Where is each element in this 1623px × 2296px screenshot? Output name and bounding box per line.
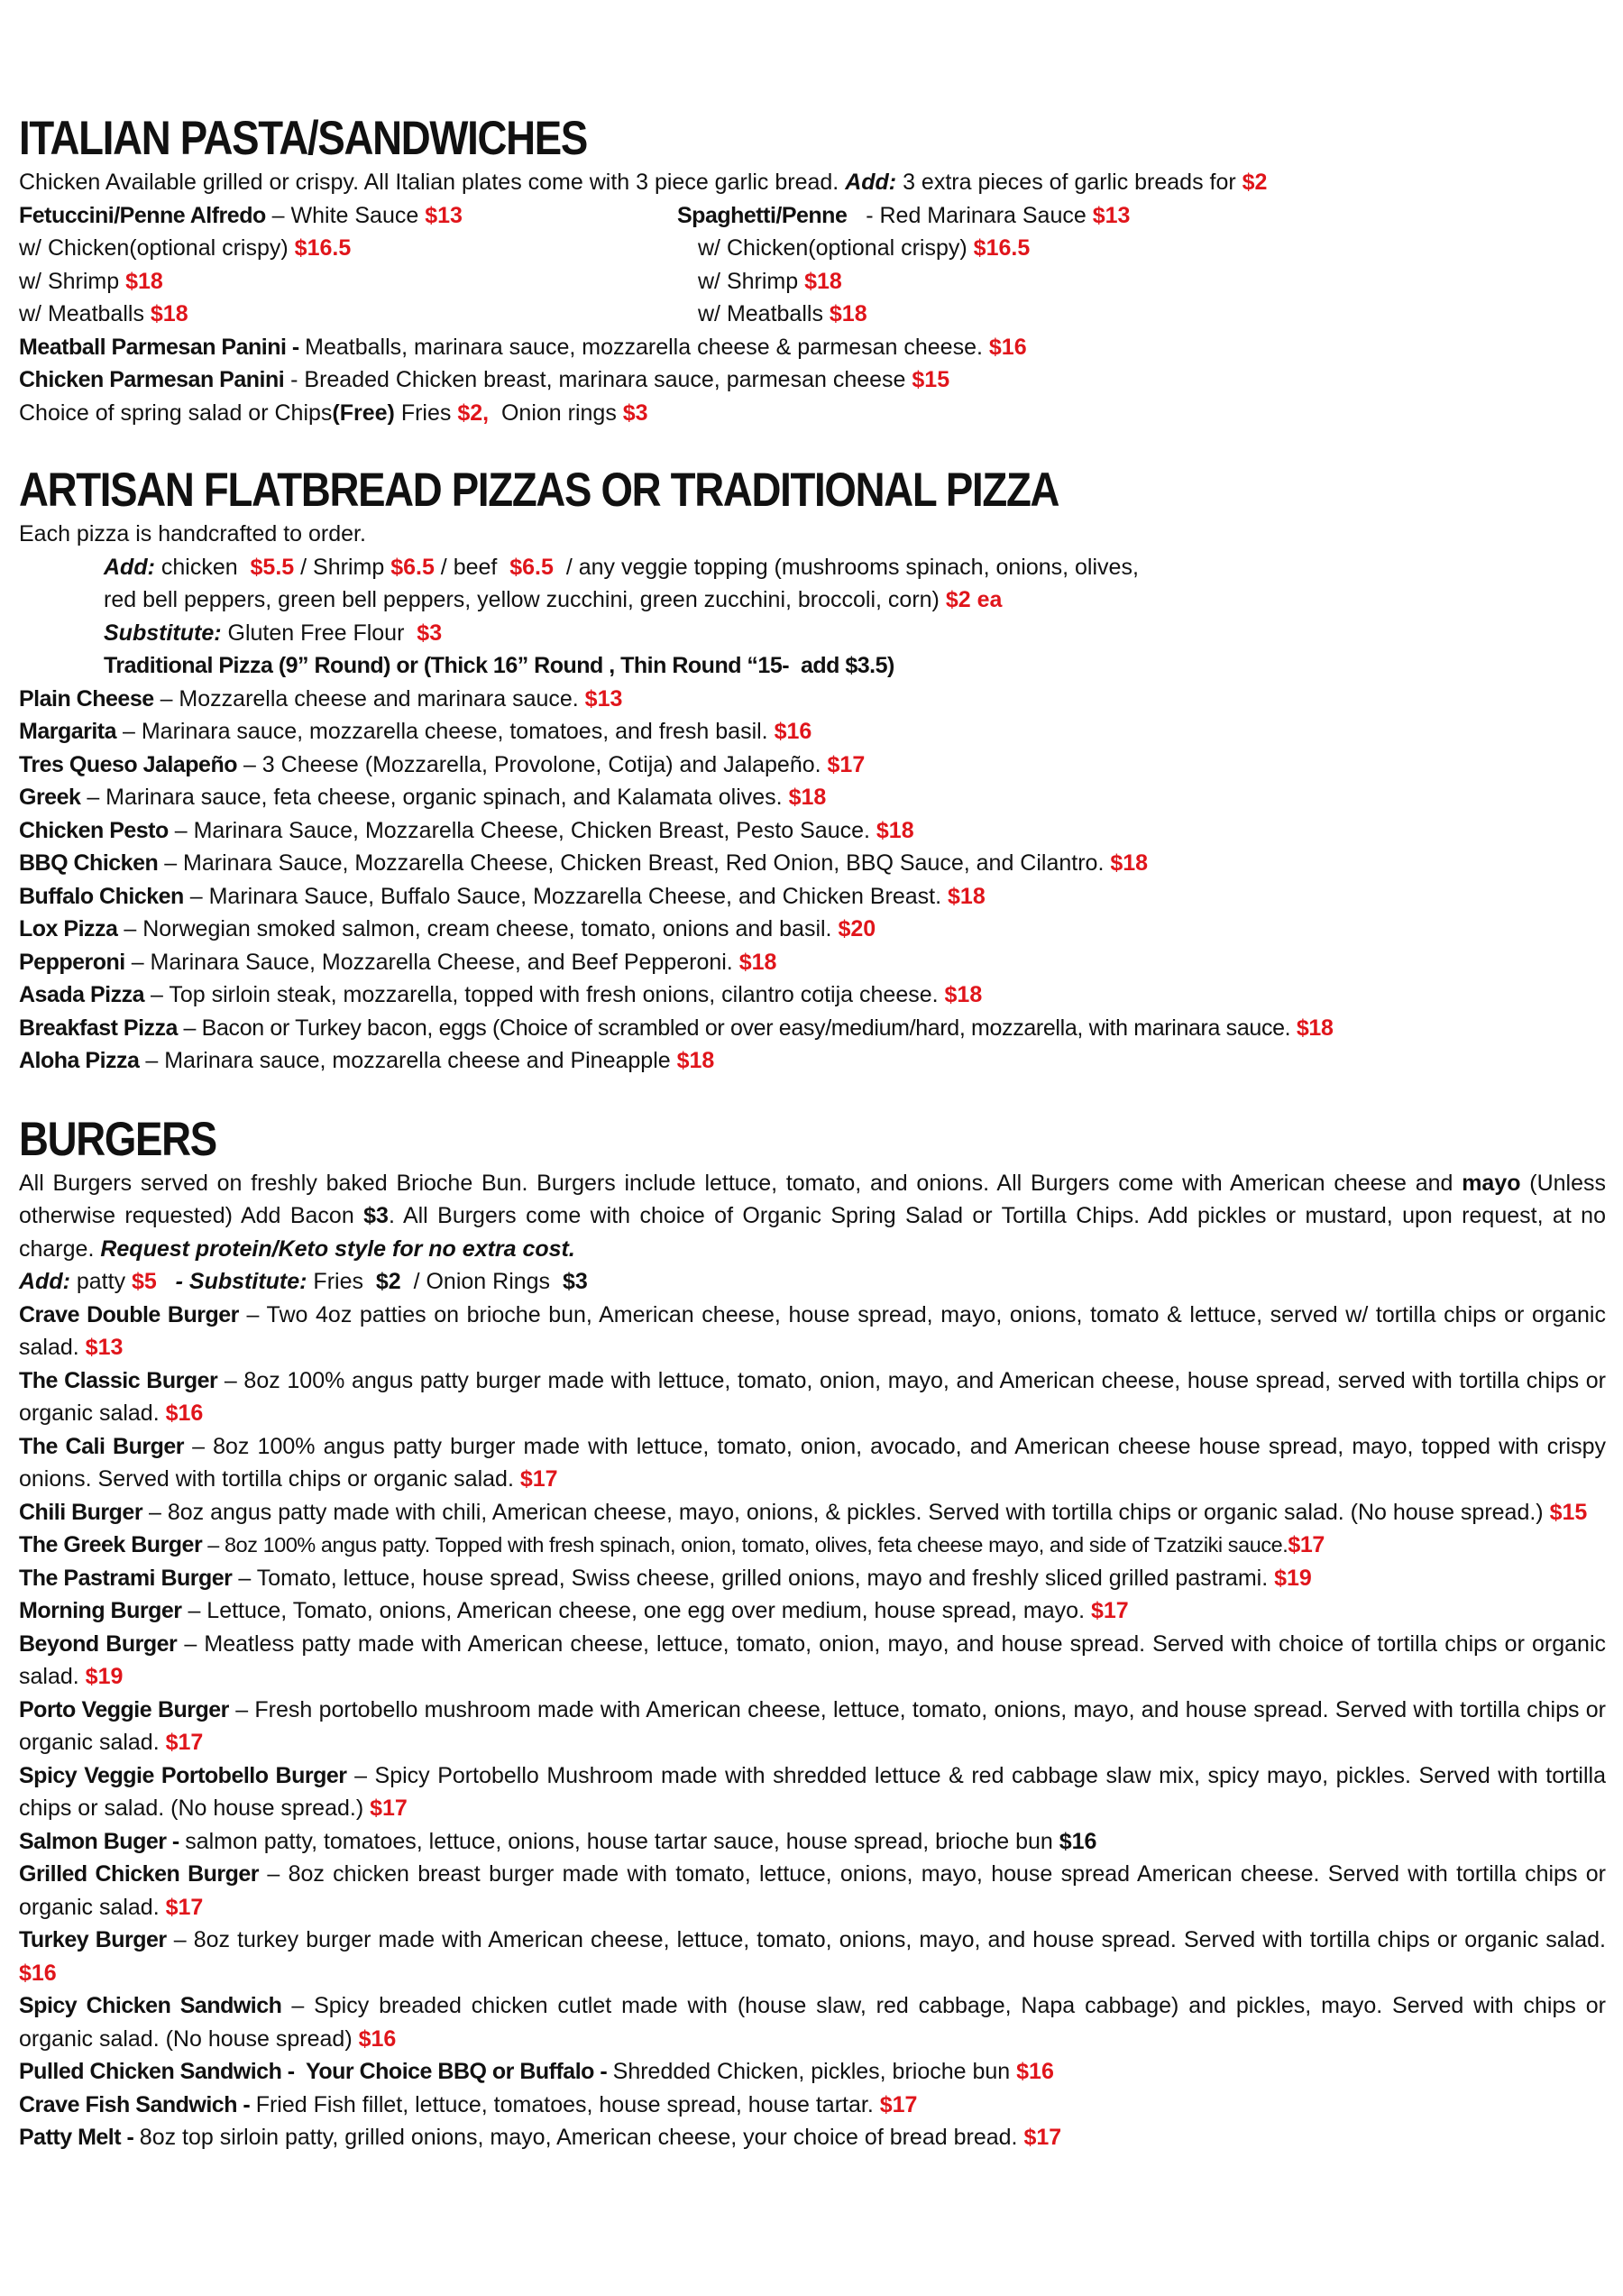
burger-item: Grilled Chicken Burger – 8oz chicken breast burger made with tomato, lettuce, onions, mayo, house spread American cheese. Served with tortilla chips or organic salad. $17 [19, 1861, 1606, 1920]
pizza-item: Plain Cheese – Mozzarella cheese and marinara sauce. $13 [19, 685, 623, 712]
pizza-item: Buffalo Chicken – Marinara Sauce, Buffalo Sauce, Mozzarella Cheese, and Chicken Breast. $18 [19, 883, 986, 909]
alfredo-column: Fetuccini/Penne Alfredo – White Sauce $13 w/ Chicken(optional crispy) $16.5 w/ Shrimp $18 w/ Meatballs $18 [19, 199, 463, 331]
burger-item: The Pastrami Burger – Tomato, lettuce, house spread, Swiss cheese, grilled onions, mayo and freshly sliced grilled pastrami. $19 [19, 1565, 1312, 1591]
pizza-item: Chicken Pesto – Marinara Sauce, Mozzarella Cheese, Chicken Breast, Pesto Sauce. $18 [19, 817, 914, 843]
pasta-intro: Chicken Available grilled or crispy. All Italian plates come with 3 piece garlic bread. Add: 3 extra pieces of garlic breads for $2 [19, 170, 1268, 195]
burger-item: Turkey Burger – 8oz turkey burger made with American cheese, lettuce, tomato, onions, mayo, and house spread. Served with tortilla chips or organic salad. $16 [19, 1927, 1606, 1986]
alfredo-option: w/ Shrimp $18 [19, 268, 163, 294]
panini-item: Meatball Parmesan Panini - Meatballs, marinara sauce, mozzarella cheese & parmesan cheese. $16 [19, 334, 1027, 360]
burger-item: Salmon Buger - salmon patty, tomatoes, lettuce, onions, house tartar sauce, house spread, brioche bun $16 [19, 1828, 1097, 1854]
panini-item: Chicken Parmesan Panini - Breaded Chicken breast, marinara sauce, parmesan cheese $15 [19, 367, 950, 392]
burger-item: Chili Burger – 8oz angus patty made with chili, American cheese, mayo, onions, & pickles. Served with tortilla chips or organic salad. (No house spread.) $15 [19, 1499, 1588, 1525]
panini-sides: Choice of spring salad or Chips(Free) Fries $2, Onion rings $3 [19, 400, 648, 426]
pizza-item: Aloha Pizza – Marinara sauce, mozzarella cheese and Pineapple $18 [19, 1048, 715, 1073]
spaghetti-option: w/ Chicken(optional crispy) $16.5 [698, 235, 1031, 261]
menu-page [19, 112, 1607, 2154]
burger-item: Spicy Veggie Portobello Burger – Spicy Portobello Mushroom made with shredded lettuce & red cabbage slaw mix, spicy mayo, pickles. Served with tortilla chips or salad. (No house spread.) $17 [19, 1762, 1606, 1821]
pizza-title: ARTISAN FLATBREAD PIZZAS OR TRADITIONAL PIZZA [19, 464, 1059, 517]
pasta-columns [19, 199, 1606, 331]
burger-item: Pulled Chicken Sandwich - Your Choice BBQ or Buffalo - Shredded Chicken, pickles, brioche bun $16 [19, 2059, 1054, 2084]
pizza-item: Breakfast Pizza – Bacon or Turkey bacon, eggs (Choice of scrambled or over easy/medium/hard, mozzarella, with marinara sauce. $18 [19, 1015, 1334, 1041]
burger-item: Crave Fish Sandwich - Fried Fish fillet, lettuce, tomatoes, house spread, house tartar. $17 [19, 2091, 918, 2117]
pizza-veggie-line: red bell peppers, green bell peppers, yellow zucchini, green zucchini, broccoli, corn) $2 ea [104, 587, 1003, 612]
spaghetti-name: Spaghetti/Penne [677, 202, 848, 228]
pizza-intro: Each pizza is handcrafted to order. [19, 521, 366, 546]
burgers-title: BURGERS [19, 1112, 216, 1166]
pizza-sizes: Traditional Pizza (9” Round) or (Thick 16” Round , Thin Round “15- add $3.5) [104, 653, 894, 678]
alfredo-option: w/ Chicken(optional crispy) $16.5 [19, 235, 352, 261]
burger-item: Spicy Chicken Sandwich – Spicy breaded chicken cutlet made with (house slaw, red cabbage, Napa cabbage) and pickles, mayo. Served with chips or organic salad. (No house spread) $16 [19, 1993, 1606, 2052]
burger-item: Patty Melt - 8oz top sirloin patty, grilled onions, mayo, American cheese, your choice of bread bread. $17 [19, 2125, 1062, 2150]
burger-item: The Greek Burger – 8oz 100% angus patty. Topped with fresh spinach, onion, tomato, olives, feta cheese mayo, and side of Tzatziki sauce.$17 [19, 1532, 1325, 1557]
burger-item: The Cali Burger – 8oz 100% angus patty burger made with lettuce, tomato, onion, avocado, and American cheese house spread, mayo, topped with crispy onions. Served with tortilla chips or organic salad. $17 [19, 1433, 1606, 1492]
pizza-item: Tres Queso Jalapeño – 3 Cheese (Mozzarella, Provolone, Cotija) and Jalapeño. $17 [19, 751, 866, 777]
pasta-section-header [19, 112, 1606, 166]
pizza-item: Lox Pizza – Norwegian smoked salmon, cream cheese, tomato, onions and basil. $20 [19, 916, 876, 941]
burger-item: Crave Double Burger – Two 4oz patties on brioche bun, American cheese, house spread, mayo, onions, tomato & lettuce, served w/ tortilla chips or organic salad. $13 [19, 1301, 1606, 1360]
alfredo-name: Fetuccini/Penne Alfredo [19, 202, 266, 228]
pizza-item: Margarita – Marinara sauce, mozzarella cheese, tomatoes, and fresh basil. $16 [19, 719, 812, 744]
burger-item: Porto Veggie Burger – Fresh portobello mushroom made with American cheese, lettuce, tomato, onions, mayo, and house spread. Served with tortilla chips or organic salad. $17 [19, 1696, 1606, 1755]
burgers-section-header [19, 1112, 1606, 1167]
burger-item: Beyond Burger – Meatless patty made with American cheese, lettuce, tomato, onion, mayo, and house spread. Served with choice of tortilla chips or organic salad. $19 [19, 1630, 1606, 1689]
spaghetti-option: w/ Meatballs $18 [698, 301, 867, 326]
pizza-item: Asada Pizza – Top sirloin steak, mozzarella, topped with fresh onions, cilantro cotija cheese. $18 [19, 982, 983, 1007]
pizza-item: Greek – Marinara sauce, feta cheese, organic spinach, and Kalamata olives. $18 [19, 785, 827, 810]
pizza-substitute-line: Substitute: Gluten Free Flour $3 [104, 620, 443, 646]
burgers-intro: All Burgers served on freshly baked Brioche Bun. Burgers include lettuce, tomato, and onions. All Burgers come with American cheese and mayo (Unless otherwise requested) Add Bacon $3. All Burgers come with choice of Organic Spring Salad or Tortilla Chips. Add pickles or mustard, upon request, at no charge. Request protein/Keto style for no extra cost. [19, 1170, 1607, 1262]
pizza-section-header [19, 464, 1606, 518]
pasta-title: ITALIAN PASTA/SANDWICHES [19, 112, 587, 165]
pizza-add-line: Add: chicken $5.5 / Shrimp $6.5 / beef $6.5 / any veggie topping (mushrooms spinach, onions, olives, [104, 554, 1139, 580]
spaghetti-price: $13 [1092, 202, 1131, 228]
spaghetti-column: Spaghetti/Penne - Red Marinara Sauce $13 w/ Chicken(optional crispy) $16.5 w/ Shrimp $18 w/ Meatballs $18 [677, 199, 1130, 331]
spaghetti-option: w/ Shrimp $18 [698, 268, 842, 294]
pizza-item: BBQ Chicken – Marinara Sauce, Mozzarella Cheese, Chicken Breast, Red Onion, BBQ Sauce, and Cilantro. $18 [19, 850, 1149, 876]
burger-item: The Classic Burger – 8oz 100% angus patty burger made with lettuce, tomato, onion, mayo, and American cheese, house spread, served with tortilla chips or organic salad. $16 [19, 1367, 1606, 1426]
burgers-add-line: Add: patty $5 - Substitute: Fries $2 / Onion Rings $3 [19, 1269, 588, 1294]
alfredo-option: w/ Meatballs $18 [19, 301, 188, 326]
burger-item: Morning Burger – Lettuce, Tomato, onions, American cheese, one egg over medium, house spread, mayo. $17 [19, 1598, 1129, 1623]
alfredo-price: $13 [425, 202, 463, 228]
pizza-item: Pepperoni – Marinara Sauce, Mozzarella Cheese, and Beef Pepperoni. $18 [19, 949, 777, 975]
